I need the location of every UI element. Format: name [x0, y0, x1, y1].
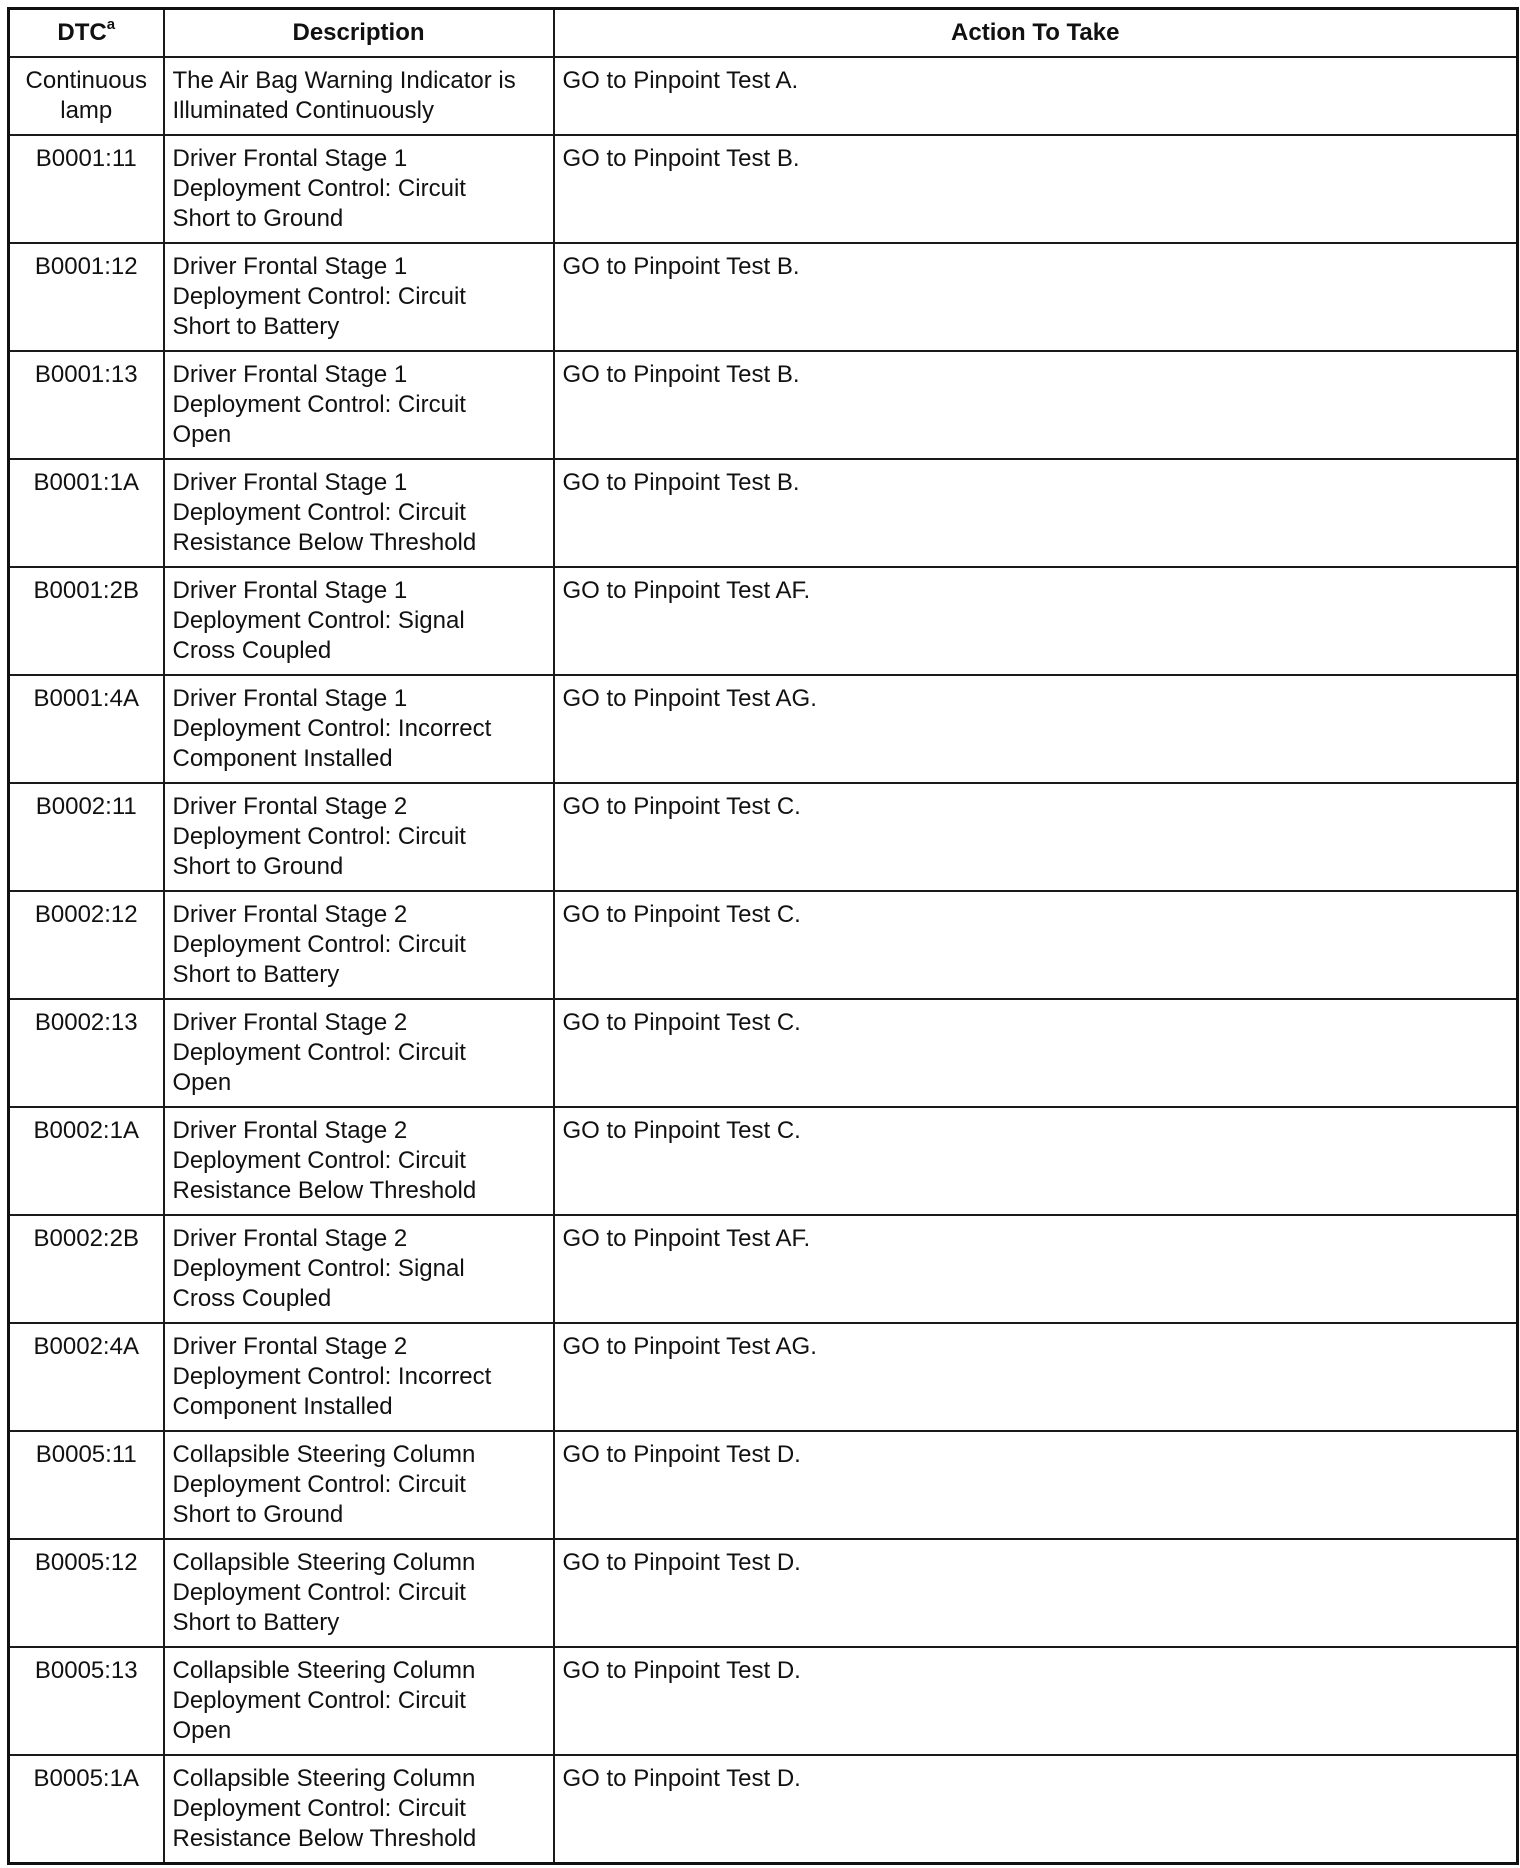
dtc-code-cell: B0001:13 — [9, 351, 164, 459]
header-dtc-label: DTC — [57, 19, 107, 46]
dtc-code-cell: B0005:11 — [9, 1431, 164, 1539]
header-description: Description — [164, 9, 554, 58]
action-cell: GO to Pinpoint Test C. — [554, 999, 1518, 1107]
description-cell: Driver Frontal Stage 1 Deployment Control: Circuit Open — [164, 351, 554, 459]
dtc-code-cell: Continuous lamp — [9, 57, 164, 135]
description-cell: Driver Frontal Stage 2 Deployment Control: Circuit Short to Battery — [164, 891, 554, 999]
dtc-footnote-marker: a — [106, 16, 116, 33]
dtc-code-cell: B0001:12 — [9, 243, 164, 351]
action-cell: GO to Pinpoint Test D. — [554, 1647, 1518, 1755]
header-row — [9, 9, 1518, 58]
description-cell: Collapsible Steering Column Deployment Control: Circuit Short to Ground — [164, 1431, 554, 1539]
table-row — [9, 351, 1518, 459]
dtc-code-cell: B0002:13 — [9, 999, 164, 1107]
action-cell: GO to Pinpoint Test D. — [554, 1539, 1518, 1647]
table-row — [9, 57, 1518, 135]
action-cell: GO to Pinpoint Test AG. — [554, 675, 1518, 783]
table-row — [9, 1107, 1518, 1215]
table-header — [9, 9, 1518, 58]
table-row — [9, 1215, 1518, 1323]
dtc-code-cell: B0002:12 — [9, 891, 164, 999]
table-row — [9, 1539, 1518, 1647]
dtc-code-cell: B0005:13 — [9, 1647, 164, 1755]
action-cell: GO to Pinpoint Test AF. — [554, 567, 1518, 675]
action-cell: GO to Pinpoint Test B. — [554, 459, 1518, 567]
dtc-code-cell: B0005:1A — [9, 1755, 164, 1864]
table-row — [9, 1431, 1518, 1539]
table-row — [9, 891, 1518, 999]
table-row — [9, 1755, 1518, 1864]
action-cell: GO to Pinpoint Test C. — [554, 1107, 1518, 1215]
table-row — [9, 243, 1518, 351]
dtc-table — [7, 7, 1519, 1865]
action-cell: GO to Pinpoint Test B. — [554, 135, 1518, 243]
action-cell: GO to Pinpoint Test C. — [554, 783, 1518, 891]
header-action: Action To Take — [554, 9, 1518, 58]
dtc-code-cell: B0001:4A — [9, 675, 164, 783]
description-cell: Driver Frontal Stage 1 Deployment Control: Circuit Short to Battery — [164, 243, 554, 351]
table-row — [9, 135, 1518, 243]
table-row — [9, 783, 1518, 891]
description-cell: Driver Frontal Stage 1 Deployment Control: Circuit Short to Ground — [164, 135, 554, 243]
description-cell: Collapsible Steering Column Deployment Control: Circuit Short to Battery — [164, 1539, 554, 1647]
action-cell: GO to Pinpoint Test A. — [554, 57, 1518, 135]
dtc-code-cell: B0001:11 — [9, 135, 164, 243]
table-row — [9, 1647, 1518, 1755]
action-cell: GO to Pinpoint Test AG. — [554, 1323, 1518, 1431]
dtc-code-cell: B0005:12 — [9, 1539, 164, 1647]
action-cell: GO to Pinpoint Test C. — [554, 891, 1518, 999]
table-row — [9, 675, 1518, 783]
dtc-code-cell: B0002:4A — [9, 1323, 164, 1431]
description-cell: Driver Frontal Stage 1 Deployment Control: Circuit Resistance Below Threshold — [164, 459, 554, 567]
dtc-code-cell: B0002:11 — [9, 783, 164, 891]
action-cell: GO to Pinpoint Test AF. — [554, 1215, 1518, 1323]
dtc-code-cell: B0001:2B — [9, 567, 164, 675]
description-cell: Collapsible Steering Column Deployment Control: Circuit Open — [164, 1647, 554, 1755]
description-cell: Driver Frontal Stage 2 Deployment Control: Circuit Open — [164, 999, 554, 1107]
action-cell: GO to Pinpoint Test D. — [554, 1755, 1518, 1864]
description-cell: Driver Frontal Stage 2 Deployment Control: Circuit Short to Ground — [164, 783, 554, 891]
table-row — [9, 1323, 1518, 1431]
table-row — [9, 459, 1518, 567]
table-row — [9, 567, 1518, 675]
description-cell: Driver Frontal Stage 1 Deployment Control: Signal Cross Coupled — [164, 567, 554, 675]
dtc-code-cell: B0002:2B — [9, 1215, 164, 1323]
action-cell: GO to Pinpoint Test D. — [554, 1431, 1518, 1539]
dtc-code-cell: B0001:1A — [9, 459, 164, 567]
dtc-code-cell: B0002:1A — [9, 1107, 164, 1215]
description-cell: Collapsible Steering Column Deployment Control: Circuit Resistance Below Threshold — [164, 1755, 554, 1864]
action-cell: GO to Pinpoint Test B. — [554, 243, 1518, 351]
description-cell: Driver Frontal Stage 2 Deployment Control: Incorrect Component Installed — [164, 1323, 554, 1431]
table-row — [9, 999, 1518, 1107]
header-dtc — [9, 9, 164, 58]
description-cell: Driver Frontal Stage 2 Deployment Control: Signal Cross Coupled — [164, 1215, 554, 1323]
description-cell: Driver Frontal Stage 1 Deployment Control: Incorrect Component Installed — [164, 675, 554, 783]
description-cell: The Air Bag Warning Indicator is Illuminated Continuously — [164, 57, 554, 135]
table-body — [9, 57, 1518, 1864]
description-cell: Driver Frontal Stage 2 Deployment Control: Circuit Resistance Below Threshold — [164, 1107, 554, 1215]
action-cell: GO to Pinpoint Test B. — [554, 351, 1518, 459]
